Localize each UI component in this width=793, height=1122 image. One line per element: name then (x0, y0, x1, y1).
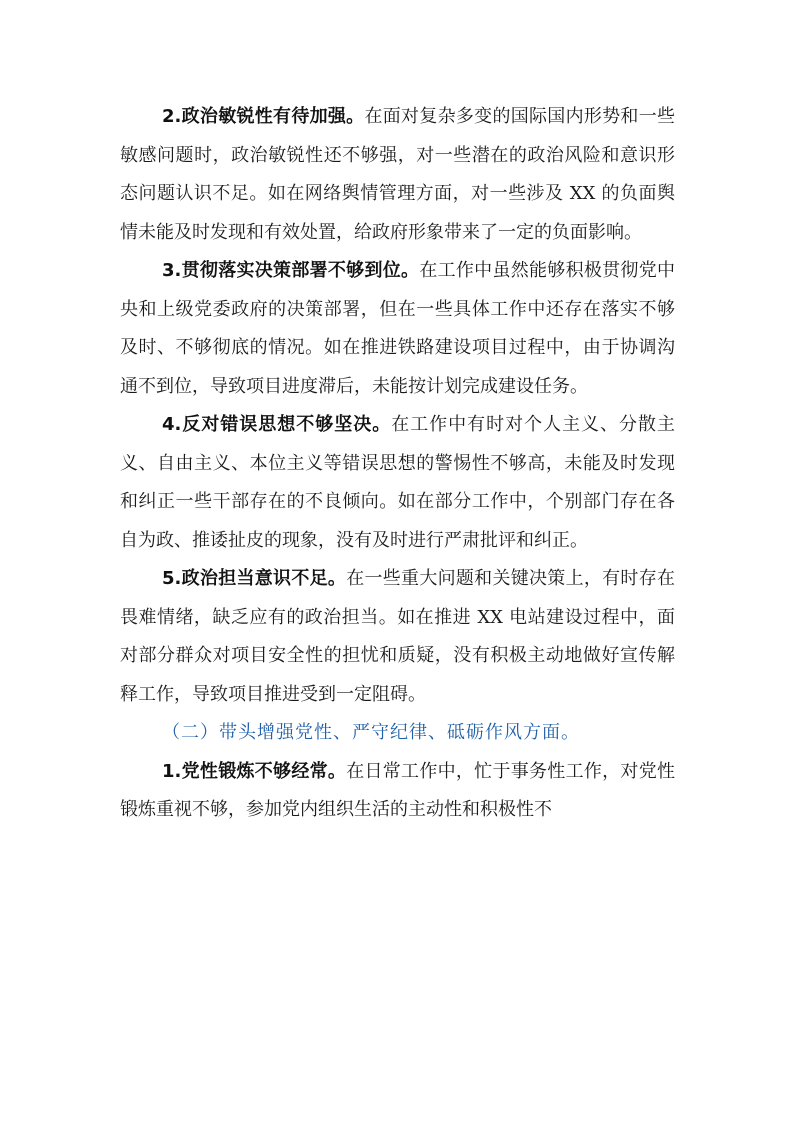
section-heading: （二）带头增强党性、严守纪律、砥砺作风方面。 (162, 722, 580, 743)
paragraph-lead: 5.政治担当意识不足。 (162, 568, 347, 589)
paragraph-lead: 2.政治敏锐性有待加强。 (162, 106, 365, 127)
paragraph-text: 在工作中虽然能够积极贯彻党中央和上级党委政府的决策部署，但在一些具体工作中还存在落实不够及时、不够彻底的情况。如在推进铁路建设项目过程中，由于协调沟通不到位，导致项目进度滞后，未能按计划完成建设任务。 (120, 260, 675, 397)
paragraph-lead: 4.反对错误思想不够坚决。 (162, 414, 392, 435)
paragraph-lead: 3.贯彻落实决策部署不够到位。 (162, 260, 420, 281)
paragraph-lead: 1.党性锻炼不够经常。 (162, 760, 347, 782)
paragraph-wrong-thoughts (120, 406, 675, 560)
paragraph-text: 在面对复杂多变的国际国内形势和一些敏感问题时，政治敏锐性还不够强，对一些潜在的政治风险和意识形态问题认识不足。如在网络舆情管理方面，对一些涉及 XX 的负面舆情未能及时发现和有效处置，给政府形象带来了一定的负面影响。 (120, 106, 675, 243)
paragraph-text: 在工作中有时对个人主义、分散主义、自由主义、本位主义等错误思想的警惕性不够高，未能及时发现和纠正一些干部存在的不良倾向。如在部分工作中，个别部门存在各自为政、推诿扯皮的现象，没有及时进行严肃批评和纠正。 (120, 414, 675, 551)
document-body (120, 98, 675, 830)
paragraph-text: 在一些重大问题和关键决策上，有时存在畏难情绪，缺乏应有的政治担当。如在推进 XX 电站建设过程中，面对部分群众对项目安全性的担忧和质疑，没有积极主动地做好宣传解释工作，导致项目推进受到一定阻碍。 (120, 568, 675, 705)
paragraph-text: 在日常工作中，忙于事务性工作，对党性锻炼重视不够，参加党内组织生活的主动性和积极性不 (120, 760, 675, 820)
paragraph-political-sensitivity (120, 98, 675, 252)
paragraph-political-responsibility (120, 560, 675, 714)
paragraph-implementation (120, 252, 675, 406)
paragraph-party-spirit (120, 753, 675, 830)
